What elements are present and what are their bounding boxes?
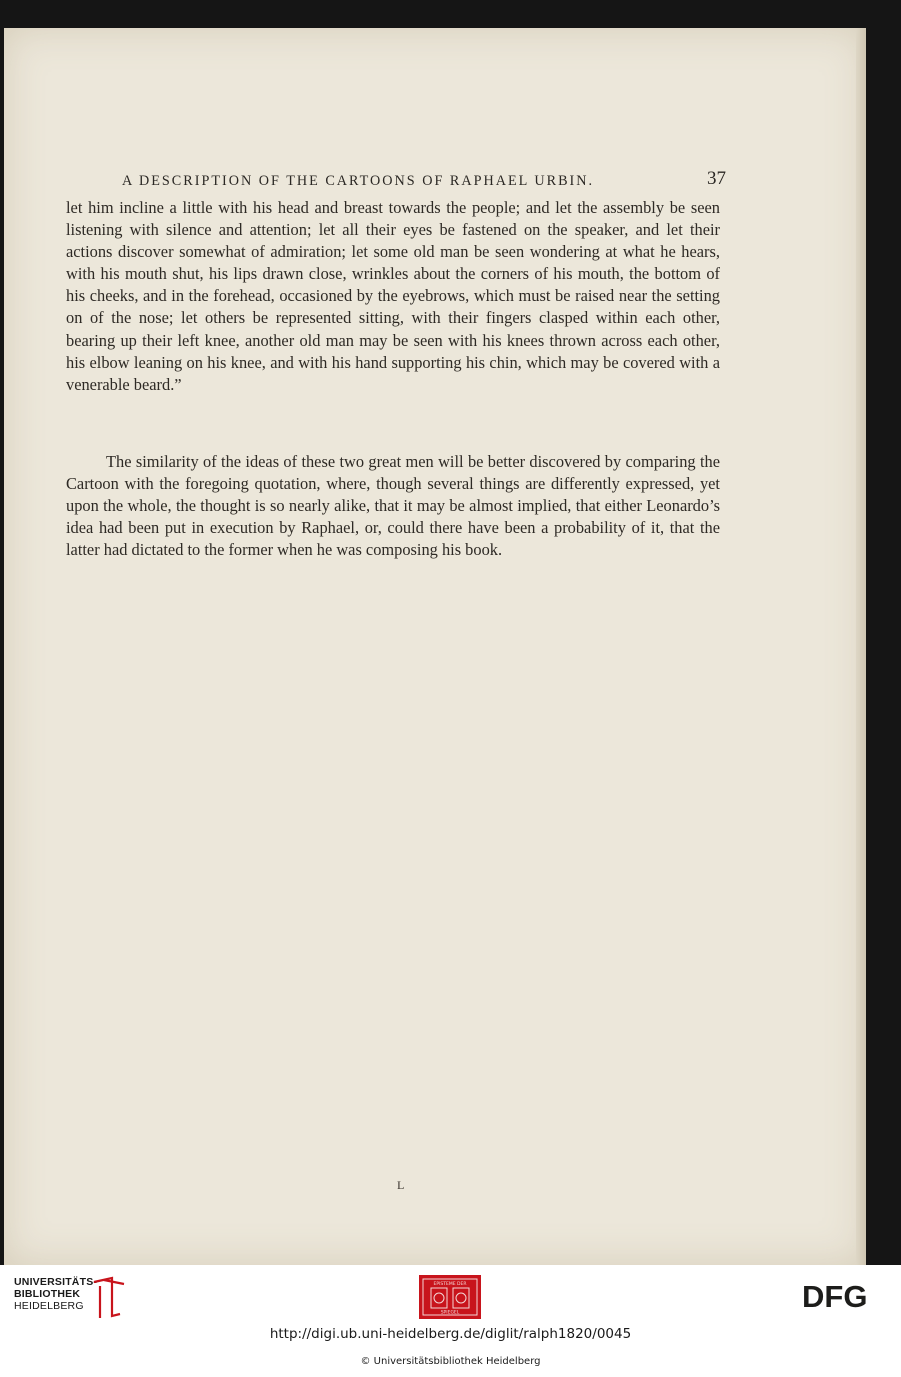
- episteme-bottom-text: SPIEGEL: [440, 1310, 460, 1316]
- signature-mark: L: [397, 1178, 405, 1192]
- library-mark-icon: [90, 1276, 126, 1320]
- library-name-line: UNIVERSITÄTS-: [14, 1276, 98, 1288]
- running-head: A DESCRIPTION OF THE CARTOONS OF RAPHAEL URBIN.: [122, 173, 595, 189]
- page-edge: [856, 28, 866, 1265]
- episteme-logo[interactable]: [419, 1275, 481, 1319]
- book-page: [4, 28, 866, 1265]
- page-header: [122, 168, 726, 193]
- library-name-line: BIBLIOTHEK: [14, 1288, 81, 1300]
- university-library-logo[interactable]: [14, 1276, 97, 1312]
- episteme-emblem-icon: [419, 1275, 481, 1319]
- paragraph: let him incline a little with his head and breast towards the people; and let the assembly be seen listening with silence and attention; let all their eyes be fastened on the speaker, and let their actions discover somewhat of admiration; let some old man be seen wondering at what he hears, with his mouth shut, his lips drawn close, wrinkles about the corners of his mouth, the bottom of his cheeks, and in the forehead, occasioned by the eyebrows, which must be raised near the setting on of the nose; let others be represented sitting, with their fingers clasped within each other, bearing up their left knee, another old man may be seen with his knees thrown across each other, his elbow leaning on his knee, and with his hand supporting his chin, which may be covered with a venerable beard.”: [66, 198, 720, 394]
- episteme-top-text: EPISTEME DER: [433, 1282, 467, 1287]
- page-number: 37: [707, 168, 726, 189]
- paragraph: The similarity of the ideas of these two great men will be better discovered by comparing the Cartoon with the foregoing quotation, where, though several things are differently expressed, yet upon the whole, the thought is so nearly alike, that it may be almost implied, that either Leonardo’s idea had been put in execution by Raphael, or, could there have been a probability of it, that the latter had dictated to the former when he was composing his book.: [66, 452, 720, 560]
- dfg-logo[interactable]: DFG: [802, 1279, 868, 1314]
- permalink-url[interactable]: http://digi.ub.uni-heidelberg.de/diglit/ralph1820/0045: [269, 1326, 632, 1342]
- library-name-line: HEIDELBERG: [14, 1300, 84, 1312]
- copyright-notice: © Universitätsbibliothek Heidelberg: [360, 1356, 541, 1367]
